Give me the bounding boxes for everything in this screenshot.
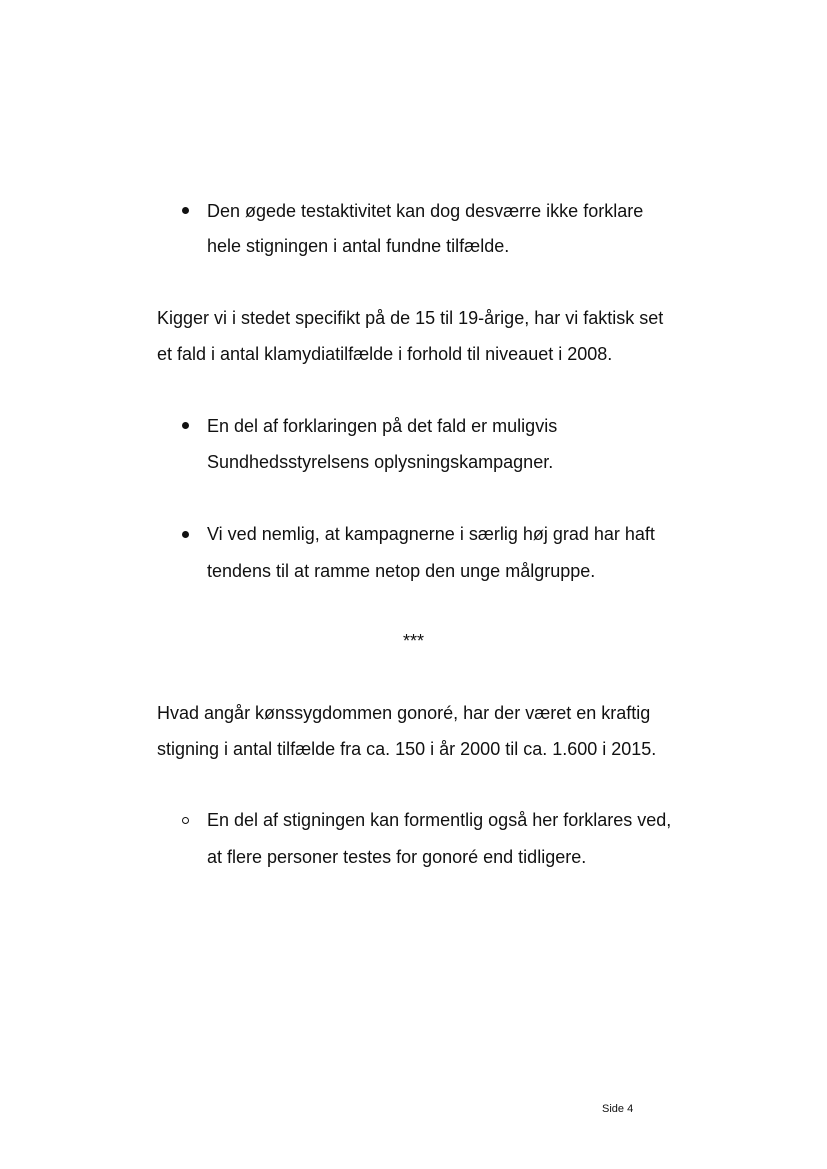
paragraph-2-line-2: stigning i antal tilfælde fra ca. 150 i år 2000 til ca. 1.600 i 2015. <box>157 739 657 759</box>
bullet-2-line-1: En del af forklaringen på det fald er muligvis <box>207 416 558 436</box>
page-number: Side 4 <box>602 1103 634 1115</box>
bullet-3-line-1: Vi ved nemlig, at kampagnerne i særlig høj grad har haft <box>207 524 655 544</box>
bullet-4-line-2: at flere personer testes for gonoré end tidligere. <box>207 847 587 867</box>
bullet-3-line-2: tendens til at ramme netop den unge målgruppe. <box>207 561 596 581</box>
paragraph-1-line-2: et fald i antal klamydiatilfælde i forhold til niveauet i 2008. <box>157 344 613 364</box>
bullet-circle-icon <box>182 817 189 824</box>
bullet-disc-icon <box>182 207 189 214</box>
section-separator: *** <box>402 631 424 651</box>
bullet-disc-icon <box>182 422 189 429</box>
paragraph-1-line-1: Kigger vi i stedet specifikt på de 15 til 19-årige, har vi faktisk set <box>157 308 664 328</box>
bullet-4-line-1: En del af stigningen kan formentlig også her forklares ved, <box>207 810 672 830</box>
bullet-1-line-1: Den øgede testaktivitet kan dog desværre ikke forklare <box>207 201 644 221</box>
paragraph-2-line-1: Hvad angår kønssygdommen gonoré, har der været en kraftig <box>157 703 651 723</box>
bullet-1-line-2: hele stigningen i antal fundne tilfælde. <box>207 236 510 256</box>
bullet-disc-icon <box>182 531 189 538</box>
bullet-2-line-2: Sundhedsstyrelsens oplysningskampagner. <box>207 452 554 472</box>
